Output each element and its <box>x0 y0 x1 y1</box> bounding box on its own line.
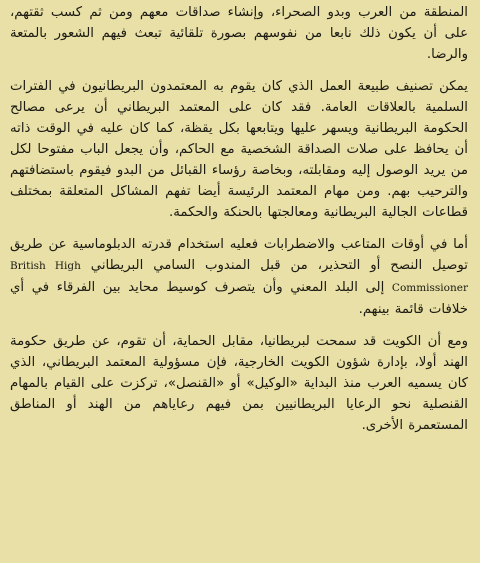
paragraph-1: المنطقة من العرب وبدو الصحراء، وإنشاء صداقات معهم ومن ثم كسب ثقتهم، على أن يكون ذلك نابعا من نفوسهم بصورة تلقائية تبعث فيهم الشعور بالمتعة والرضا. <box>10 5 468 62</box>
paragraph-4: ومع أن الكويت قد سمحت لبريطانيا، مقابل الحماية، أن تقوم، عن طريق حكومة الهند أولا، بإدارة شؤون الكويت الخارجية، فإن مسؤولية المعتمد البريطاني، الذي كان يسميه العرب منذ البداية «الوكيل» أو «القنصل»، تركزت على القيام بالمهام القنصلية نحو الرعايا البريطانيين بمن فيهم رعاياهم من الهند أو المناطق المستعمرة الأخرى. <box>10 334 468 433</box>
paragraph-3-english-term: British High Commissioner <box>10 260 468 294</box>
paragraph-2: يمكن تصنيف طبيعة العمل الذي كان يقوم به المعتمدون البريطانيون في الفترات السلمية بالعلاقات العامة. فقد كان على المعتمد البريطاني أن يرعى مصالح الحكومة البريطانية ويسهر عليها ويتابعها بكل يقظة، كما كان عليه في الوقت ذاته أن يحافظ على صلات الصداقة الشخصية مع الحاكم، وأن يجعل الباب مفتوحا لكل من يريد الوصول إليه ومقابلته، وبخاصة رؤساء القبائل من البدو فيقوم باستضافتهم والترحيب بهم. ومن مهام المعتمد الرئيسة أيضا تفهم المشاكل المتعلقة بمختلف قطاعات الجالية البريطانية ومعالجتها بالحنكة والحكمة. <box>10 79 468 220</box>
paragraph-3 <box>10 234 468 320</box>
paragraph-3-text-after: إلى البلد المعني وأن يتصرف كوسيط محايد بين الفرقاء في أي خلافات قائمة بينهم. <box>10 280 468 317</box>
paragraph-3-text-before: أما في أوقات المتاعب والاضطرابات فعليه استخدام قدرته الدبلوماسية عن طريق توصيل النصح أو التحذير، من قبل المندوب السامي البريطاني <box>10 237 468 273</box>
